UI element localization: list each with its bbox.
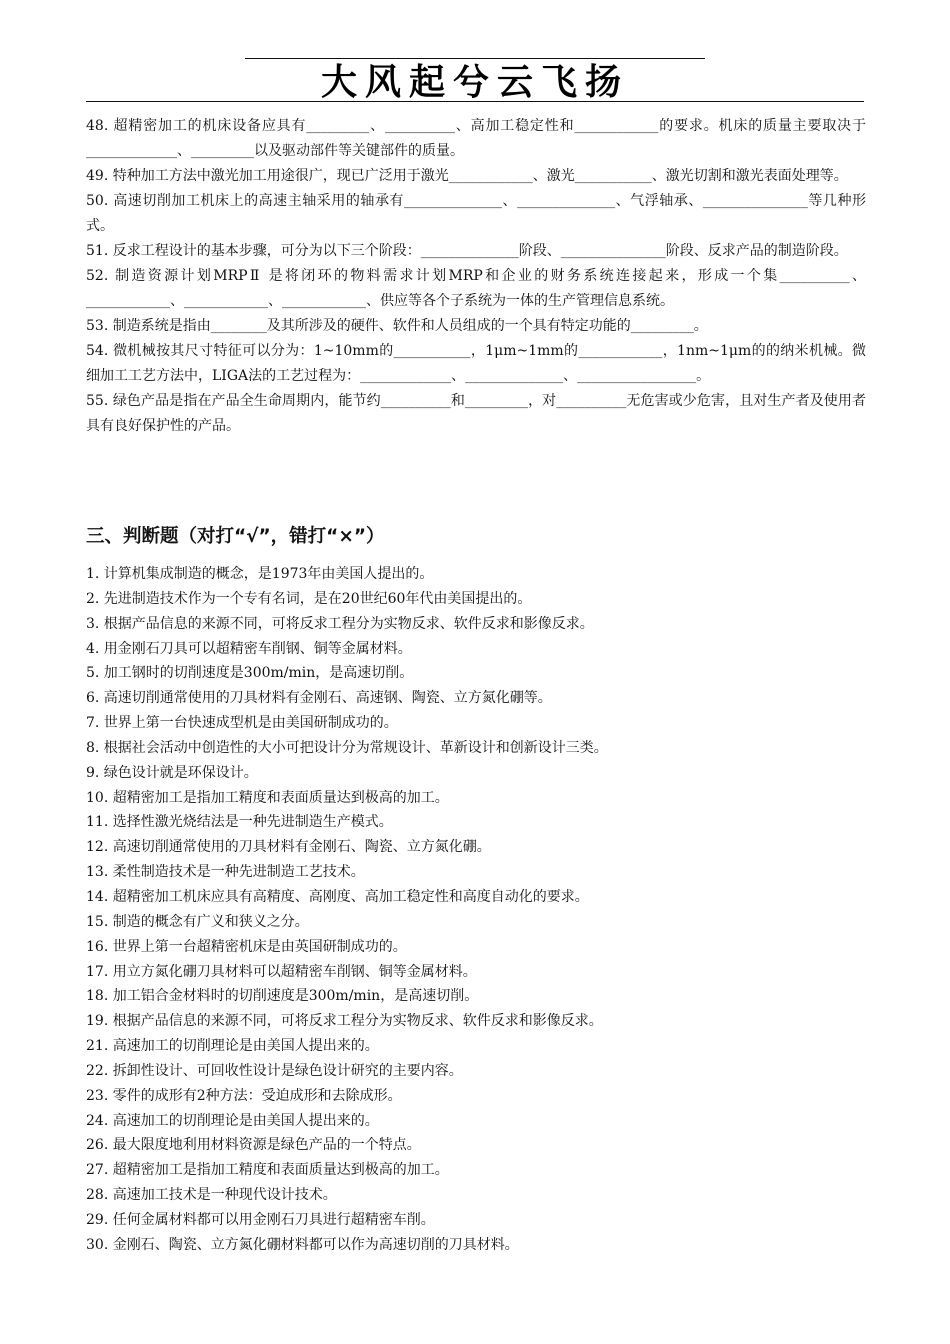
true-false-item: 4. 用金刚石刀具可以超精密车削钢、铜等金属材料。 [86, 640, 412, 657]
question-number: 55. [86, 393, 109, 409]
question-text: 制造系统是指由________及其所涉及的硬件、软件和人员组成的一个具有特定功能的_________。 [112, 318, 708, 334]
true-false-item: 19. 根据产品信息的来源不同，可将反求工程分为实物反求、软件反求和影像反求。 [86, 1013, 603, 1030]
true-false-item: 22. 拆卸性设计、可回收性设计是绿色设计研究的主要内容。 [86, 1062, 463, 1079]
true-false-item: 17. 用立方氮化硼刀具材料可以超精密车削钢、铜等金属材料。 [86, 963, 477, 980]
true-false-list [86, 562, 866, 1258]
header-title: 大风起兮云飞扬 [320, 61, 629, 103]
true-false-item: 26. 最大限度地利用材料资源是绿色产品的一个特点。 [86, 1137, 421, 1154]
question-text: 特种加工方法中激光加工用途很广，现已广泛用于激光____________、激光___________、激光切割和激光表面处理等。 [112, 168, 848, 184]
question-number: 50. [86, 193, 109, 209]
question-text: 制造资源计划MRPⅡ 是将闭环的物料需求计划MRP和企业的财务系统连接起来，形成一个集__________、____________、____________、____________、供应等各个子系统为一体的生产管理信息系统。 [86, 268, 866, 309]
section-title-true-false: 三、判断题（对打“√”，错打“×”） [86, 526, 385, 547]
question-number: 51. [86, 243, 109, 259]
fill-blank-question [86, 189, 866, 239]
question-text: 绿色产品是指在产品全生命周期内，能节约__________和_________，对__________无危害或少危害，且对生产者及使用者具有良好保护性的产品。 [86, 393, 867, 434]
true-false-item: 29. 任何金属材料都可以用金刚石刀具进行超精密车削。 [86, 1211, 435, 1228]
question-text: 微机械按其尺寸特征可以分为：1~10mm的___________，1μm~1mm的____________，1nm~1μm的的纳米机械。微细加工工艺方法中，LIGA法的工艺过程为：_____________、______________、_________________。 [86, 343, 866, 384]
fill-blank-question [86, 239, 866, 264]
question-number: 53. [86, 318, 109, 334]
fill-blank-question [86, 389, 866, 439]
fill-blank-question [86, 339, 866, 389]
fill-blank-question [86, 114, 866, 164]
question-number: 54. [86, 343, 109, 359]
true-false-item: 23. 零件的成形有2种方法：受迫成形和去除成形。 [86, 1087, 402, 1104]
true-false-item: 12. 高速切削通常使用的刀具材料有金刚石、陶瓷、立方氮化硼。 [86, 839, 491, 856]
question-text: 反求工程设计的基本步骤，可分为以下三个阶段：______________阶段、_______________阶段、反求产品的制造阶段。 [112, 243, 848, 259]
true-false-item: 2. 先进制造技术作为一个专有名词，是在20世纪60年代由美国提出的。 [86, 590, 532, 607]
true-false-item: 1. 计算机集成制造的概念，是1973年由美国人提出的。 [86, 566, 434, 582]
fill-blank-question [86, 314, 866, 339]
header-bottom-rule [86, 101, 864, 102]
true-false-item: 15. 制造的概念有广义和狭义之分。 [86, 913, 309, 930]
question-number: 48. [86, 118, 109, 134]
true-false-item: 11. 选择性激光烧结法是一种先进制造生产模式。 [86, 814, 393, 831]
header-top-rule [245, 58, 705, 59]
true-false-item: 10. 超精密加工是指加工精度和表面质量达到极高的加工。 [86, 789, 449, 806]
true-false-item: 14. 超精密加工机床应具有高精度、高刚度、高加工稳定性和高度自动化的要求。 [86, 888, 589, 905]
true-false-item: 9. 绿色设计就是环保设计。 [86, 764, 258, 781]
true-false-item: 28. 高速加工技术是一种现代设计技术。 [86, 1187, 337, 1204]
true-false-item: 30. 金刚石、陶瓷、立方氮化硼材料都可以作为高速切削的刀具材料。 [86, 1236, 519, 1253]
true-false-item: 27. 超精密加工是指加工精度和表面质量达到极高的加工。 [86, 1162, 449, 1179]
true-false-item: 6. 高速切削通常使用的刀具材料有金刚石、高速钢、陶瓷、立方氮化硼等。 [86, 690, 552, 707]
question-number: 52. [86, 268, 109, 284]
question-text: 超精密加工的机床设备应具有_________、__________、高加工稳定性和____________的要求。机床的质量主要取决于_____________、_________以及驱动部件等关键部件的质量。 [86, 118, 866, 159]
true-false-item: 8. 根据社会活动中创造性的大小可把设计分为常规设计、革新设计和创新设计三类。 [86, 739, 608, 756]
question-text: 高速切削加工机床上的高速主轴采用的轴承有______________、______________、气浮轴承、_______________等几种形式。 [86, 193, 867, 234]
true-false-item: 13. 柔性制造技术是一种先进制造工艺技术。 [86, 864, 365, 881]
true-false-item: 5. 加工钢时的切削速度是300m/min，是高速切削。 [86, 665, 414, 682]
true-false-item: 3. 根据产品信息的来源不同，可将反求工程分为实物反求、软件反求和影像反求。 [86, 615, 594, 632]
fill-blank-question [86, 164, 866, 189]
true-false-item: 18. 加工铝合金材料时的切削速度是300m/min，是高速切削。 [86, 988, 479, 1005]
true-false-item: 24. 高速加工的切削理论是由美国人提出来的。 [86, 1112, 379, 1129]
true-false-item: 16. 世界上第一台超精密机床是由英国研制成功的。 [86, 938, 407, 955]
fill-blank-question [86, 264, 866, 314]
question-number: 49. [86, 168, 109, 184]
fill-blank-questions [86, 114, 866, 439]
true-false-item: 7. 世界上第一台快速成型机是由美国研制成功的。 [86, 715, 398, 732]
true-false-item: 21. 高速加工的切削理论是由美国人提出来的。 [86, 1038, 379, 1055]
